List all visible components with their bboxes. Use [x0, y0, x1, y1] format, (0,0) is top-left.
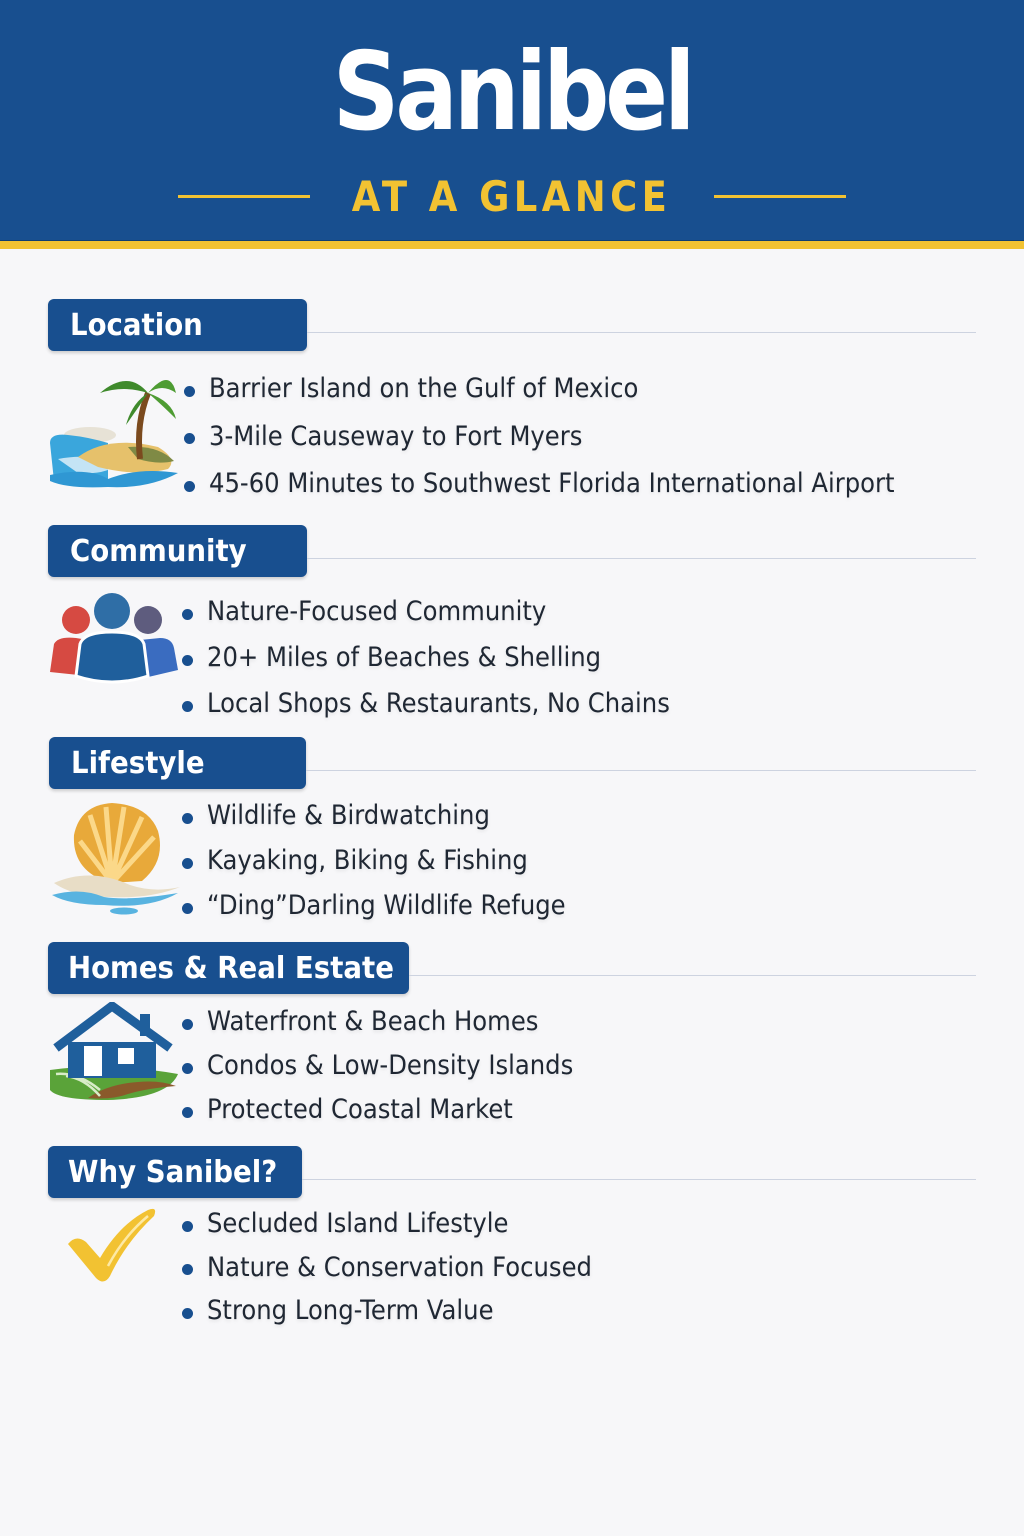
header-gold-stripe — [0, 240, 1024, 249]
bullet-dot — [182, 1308, 193, 1319]
section-divider — [307, 558, 976, 559]
section-divider — [302, 1179, 976, 1180]
bullet-dot — [182, 903, 193, 914]
list-item: Secluded Island Lifestyle — [180, 1202, 635, 1246]
list-item: Waterfront & Beach Homes — [180, 1000, 614, 1044]
bullet-list — [180, 793, 605, 928]
list-item: 3-Mile Causeway to Fort Myers — [182, 413, 971, 461]
bullet-dot — [182, 655, 193, 666]
house-icon — [48, 1002, 182, 1110]
list-item: Condos & Low-Density Islands — [180, 1044, 614, 1088]
bullet-dot — [182, 813, 193, 824]
checkmark-icon — [64, 1206, 160, 1290]
section-heading: Community — [48, 525, 307, 577]
bullet-dot — [182, 1221, 193, 1232]
bullet-dot — [184, 386, 195, 397]
page-subtitle: AT A GLANCE — [352, 171, 672, 221]
list-item: Local Shops & Restaurants, No Chains — [180, 681, 721, 727]
section-heading: Lifestyle — [49, 737, 306, 789]
list-item: 45-60 Minutes to Southwest Florida International Airport — [182, 460, 971, 508]
bullet-dot — [182, 1107, 193, 1118]
bullet-dot — [182, 1063, 193, 1074]
bullet-dot — [182, 609, 193, 620]
bullet-list — [180, 1000, 614, 1132]
list-item: Nature & Conservation Focused — [180, 1246, 635, 1290]
list-item: Nature-Focused Community — [180, 589, 721, 635]
section-heading: Location — [48, 299, 307, 351]
section-heading: Why Sanibel? — [48, 1146, 302, 1198]
bullet-dot — [182, 1264, 193, 1275]
list-item: Kayaking, Biking & Fishing — [180, 838, 605, 883]
bullet-dot — [182, 701, 193, 712]
bullet-dot — [182, 858, 193, 869]
list-item: Protected Coastal Market — [180, 1088, 614, 1132]
subtitle-divider-left — [178, 195, 310, 198]
list-item: “Ding”Darling Wildlife Refuge — [180, 883, 605, 928]
subtitle-divider-right — [714, 195, 846, 198]
section-divider — [409, 975, 976, 976]
section-divider — [306, 770, 976, 771]
page-title: Sanibel — [332, 30, 692, 155]
bullet-list — [182, 365, 971, 508]
bullet-dot — [182, 1019, 193, 1030]
palm-island-icon — [48, 363, 183, 495]
list-item: 20+ Miles of Beaches & Shelling — [180, 635, 721, 681]
subtitle-row — [0, 170, 1024, 222]
bullet-list — [180, 589, 721, 727]
list-item: Barrier Island on the Gulf of Mexico — [182, 365, 971, 413]
list-item: Wildlife & Birdwatching — [180, 793, 605, 838]
people-group-icon — [48, 592, 180, 692]
header-banner — [0, 0, 1024, 242]
bullet-dot — [184, 433, 195, 444]
list-item: Strong Long-Term Value — [180, 1289, 635, 1333]
bullet-list — [180, 1202, 635, 1333]
section-divider — [307, 332, 976, 333]
section-heading: Homes & Real Estate — [48, 942, 409, 994]
seashell-icon — [50, 801, 184, 921]
bullet-dot — [184, 481, 195, 492]
